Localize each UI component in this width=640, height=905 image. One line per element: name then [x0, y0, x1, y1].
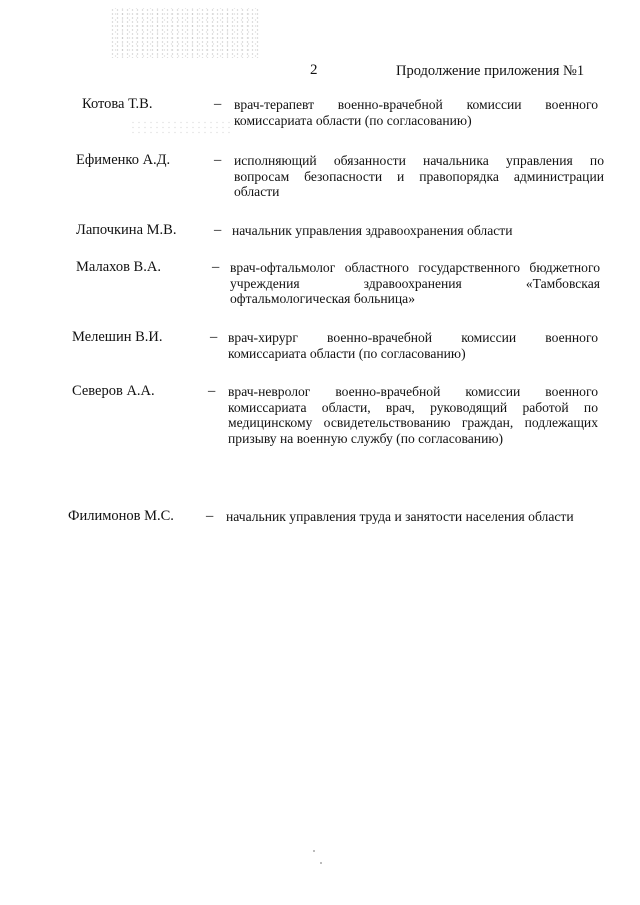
- member-name: Северов А.А.: [72, 383, 155, 399]
- member-name: Ефименко А.Д.: [76, 152, 171, 168]
- member-name: Филимонов М.С.: [68, 508, 174, 524]
- page-number: 2: [310, 62, 318, 78]
- member-description: начальник управления труда и занятости населения области: [226, 509, 574, 524]
- scan-speck: [313, 850, 315, 852]
- member-dash: –: [206, 508, 214, 524]
- scan-noise-2: [130, 120, 230, 134]
- continuation-heading: Продолжение приложения №1: [396, 63, 585, 79]
- scan-speck: [320, 862, 322, 864]
- member-dash: –: [208, 383, 216, 399]
- member-name: Малахов В.А.: [76, 259, 161, 275]
- member-description: начальник управления здравоохранения области: [232, 223, 513, 238]
- member-dash: –: [212, 259, 220, 275]
- member-dash: –: [214, 222, 222, 238]
- member-dash: –: [210, 329, 218, 345]
- member-description: врач-невролог военно-врачебной комиссии военного комиссариата области, врач, руководящий работой по медицинскому освидетельствованию граждан, подлежащих призыву на военную службу (по согласованию): [228, 384, 598, 446]
- member-name: Мелешин В.И.: [72, 329, 163, 345]
- member-dash: –: [214, 152, 222, 168]
- member-description: исполняющий обязанности начальника управления по вопросам безопасности и правопорядка администрации области: [234, 153, 604, 199]
- member-description: врач-хирург военно-врачебной комиссии военного комиссариата области (по согласованию): [228, 330, 598, 361]
- member-name: Котова Т.В.: [82, 96, 153, 112]
- scan-noise: [110, 8, 260, 58]
- member-description: врач-терапевт военно-врачебной комиссии военного комиссариата области (по согласованию): [234, 97, 598, 128]
- member-description: врач-офтальмолог областного государственного бюджетного учреждения здравоохранения «Тамбовская офтальмологическая больница»: [230, 260, 600, 306]
- member-name: Лапочкина М.В.: [76, 222, 177, 238]
- member-dash: –: [214, 96, 222, 112]
